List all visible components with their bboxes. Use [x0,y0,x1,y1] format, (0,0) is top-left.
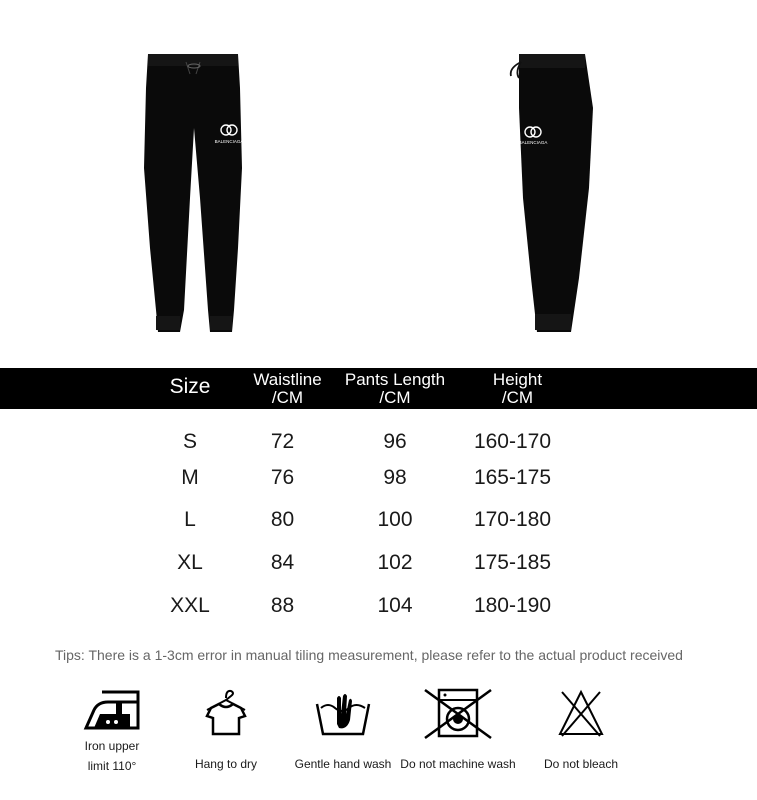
cell-pants-length: 98 [383,466,407,489]
size-table-header [0,368,757,409]
cell-waistline: 80 [270,508,295,531]
no-machine-wash-icon [423,688,493,740]
header-pants-length [335,371,455,407]
care-label: Gentle hand wash [294,757,392,771]
cell-waistline: 76 [270,466,295,489]
cell-waistline: 84 [270,551,295,574]
header-pants-length-label: Pants Length [344,370,446,389]
header-height-unit: /CM [501,388,534,407]
header-waistline-unit: /CM [271,388,304,407]
pants-front-image [138,48,248,338]
cell-size: L [184,508,196,531]
care-item-no-machine-wash [398,688,518,774]
cell-pants-length: 100 [377,508,413,531]
care-item-iron [62,688,162,776]
cell-height: 175-185 [473,551,552,574]
header-waistline-label: Waistline [253,370,322,389]
cell-waistline: 88 [270,594,295,617]
cell-pants-length: 102 [377,551,413,574]
cell-pants-length: 96 [383,430,407,453]
care-label-2: limit 110° [87,759,137,773]
cell-size: XL [177,551,203,574]
iron-icon [80,688,144,736]
care-item-no-bleach [536,688,626,774]
cell-height: 165-175 [473,466,552,489]
cell-size: S [182,430,197,453]
header-waistline [240,371,335,407]
header-size: Size [169,375,211,398]
cell-waistline: 72 [270,430,295,453]
header-height-label: Height [492,370,543,389]
care-label: Do not machine wash [400,757,516,771]
header-pants-length-unit: /CM [379,388,411,407]
no-bleach-icon [556,688,606,740]
cell-size: M [181,466,199,489]
side-logo-text: BALENCIAGA [518,140,548,145]
cell-height: 160-170 [473,430,552,453]
pants-side-image [505,48,595,338]
cell-height: 170-180 [473,508,552,531]
header-height [465,371,570,407]
tips-text: Tips: There is a 1-3cm error in manual tiling measurement, please refer to the actual product received [55,647,683,663]
care-label: Do not bleach [543,757,619,771]
cell-height: 180-190 [473,594,552,617]
care-item-hand-wash [290,688,396,774]
care-label: Iron upper [84,739,140,753]
care-label: Hang to dry [194,757,258,771]
care-item-hang [186,688,266,774]
hand-wash-icon [313,688,373,740]
hanger-shirt-icon [201,688,251,740]
cell-size: XXL [170,594,210,617]
logo-text: BALENCIAGA [214,139,244,144]
cell-pants-length: 104 [377,594,413,617]
